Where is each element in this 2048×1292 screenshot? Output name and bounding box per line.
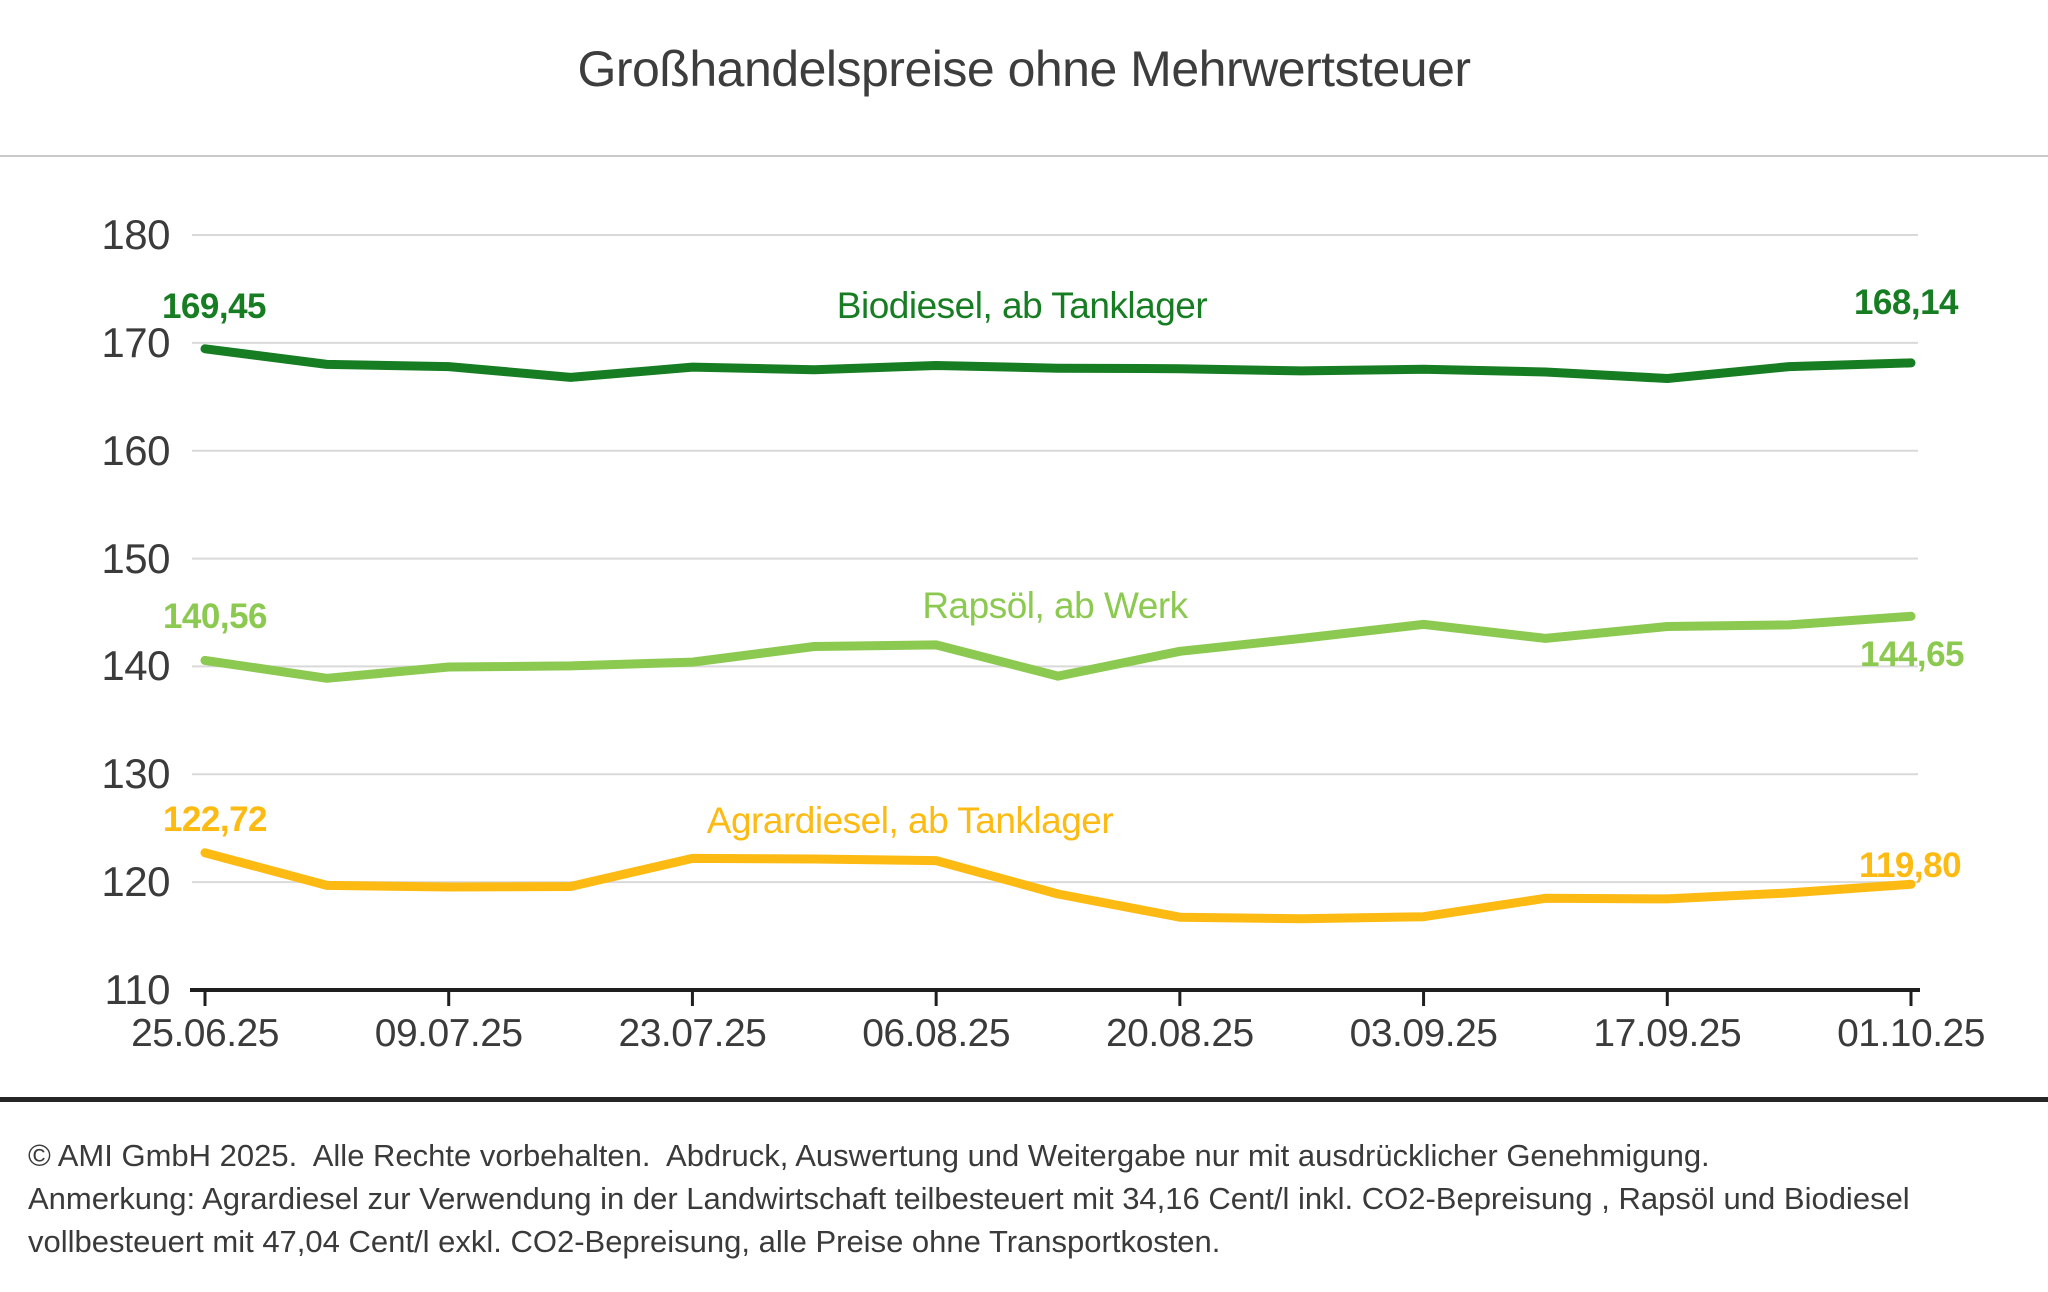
series-line-0: [205, 349, 1911, 379]
footer-copyright: © AMI GmbH 2025. Alle Rechte vorbehalten. Abdruck, Auswertung und Weitergabe nur mit ausdrücklicher Genehmigung.: [28, 1138, 1710, 1173]
y-axis-label: 110: [104, 966, 170, 1013]
y-axis-label: 140: [101, 642, 170, 690]
footer-note-line1: Anmerkung: Agrardiesel zur Verwendung in der Landwirtschaft teilbesteuert mit 34,16 Cent/l inkl. CO2-Bepreisung , Rapsöl und Biodiesel: [28, 1181, 1910, 1216]
x-axis-label: 20.08.25: [1105, 1012, 1254, 1055]
series-label-agrardiesel: Agrardiesel, ab Tanklager: [706, 800, 1114, 841]
series-line-2: [205, 853, 1911, 919]
value-label-rapsoel-start: 140,56: [162, 597, 268, 636]
value-label-biodiesel-start: 169,45: [161, 287, 267, 326]
x-axis-label: 01.10.25: [1837, 1012, 1985, 1055]
value-label-agrardiesel-end: 119,80: [1858, 846, 1962, 885]
footer-note-line2: vollbesteuert mit 47,04 Cent/l exkl. CO2-Bepreisung, alle Preise ohne Transportkosten.: [28, 1224, 1221, 1259]
y-axis-label: 180: [101, 211, 170, 258]
y-axis-label: 120: [101, 858, 170, 906]
page-title: Großhandelspreise ohne Mehrwertsteuer: [577, 41, 1471, 97]
x-axis-label: 17.09.25: [1593, 1012, 1742, 1055]
value-label-biodiesel-end: 168,14: [1853, 283, 1959, 322]
x-axis-label: 06.08.25: [862, 1012, 1011, 1055]
x-axis-label: 23.07.25: [618, 1012, 767, 1055]
x-axis-label: 09.07.25: [374, 1012, 523, 1055]
y-axis-label: 130: [101, 750, 170, 798]
footer-separator: [0, 1097, 2048, 1102]
x-axis-label: 03.09.25: [1349, 1012, 1498, 1055]
y-axis-label: 160: [101, 426, 170, 474]
y-axis-label: 150: [101, 534, 170, 582]
value-label-agrardiesel-start: 122,72: [162, 800, 268, 839]
series-label-rapsoel: Rapsöl, ab Werk: [922, 585, 1188, 626]
value-label-rapsoel-end: 144,65: [1859, 635, 1965, 674]
y-axis-label: 170: [101, 318, 170, 366]
series-label-biodiesel: Biodiesel, ab Tanklager: [836, 285, 1208, 326]
footer: [28, 1134, 2028, 1263]
x-axis-label: 25.06.25: [131, 1012, 279, 1055]
